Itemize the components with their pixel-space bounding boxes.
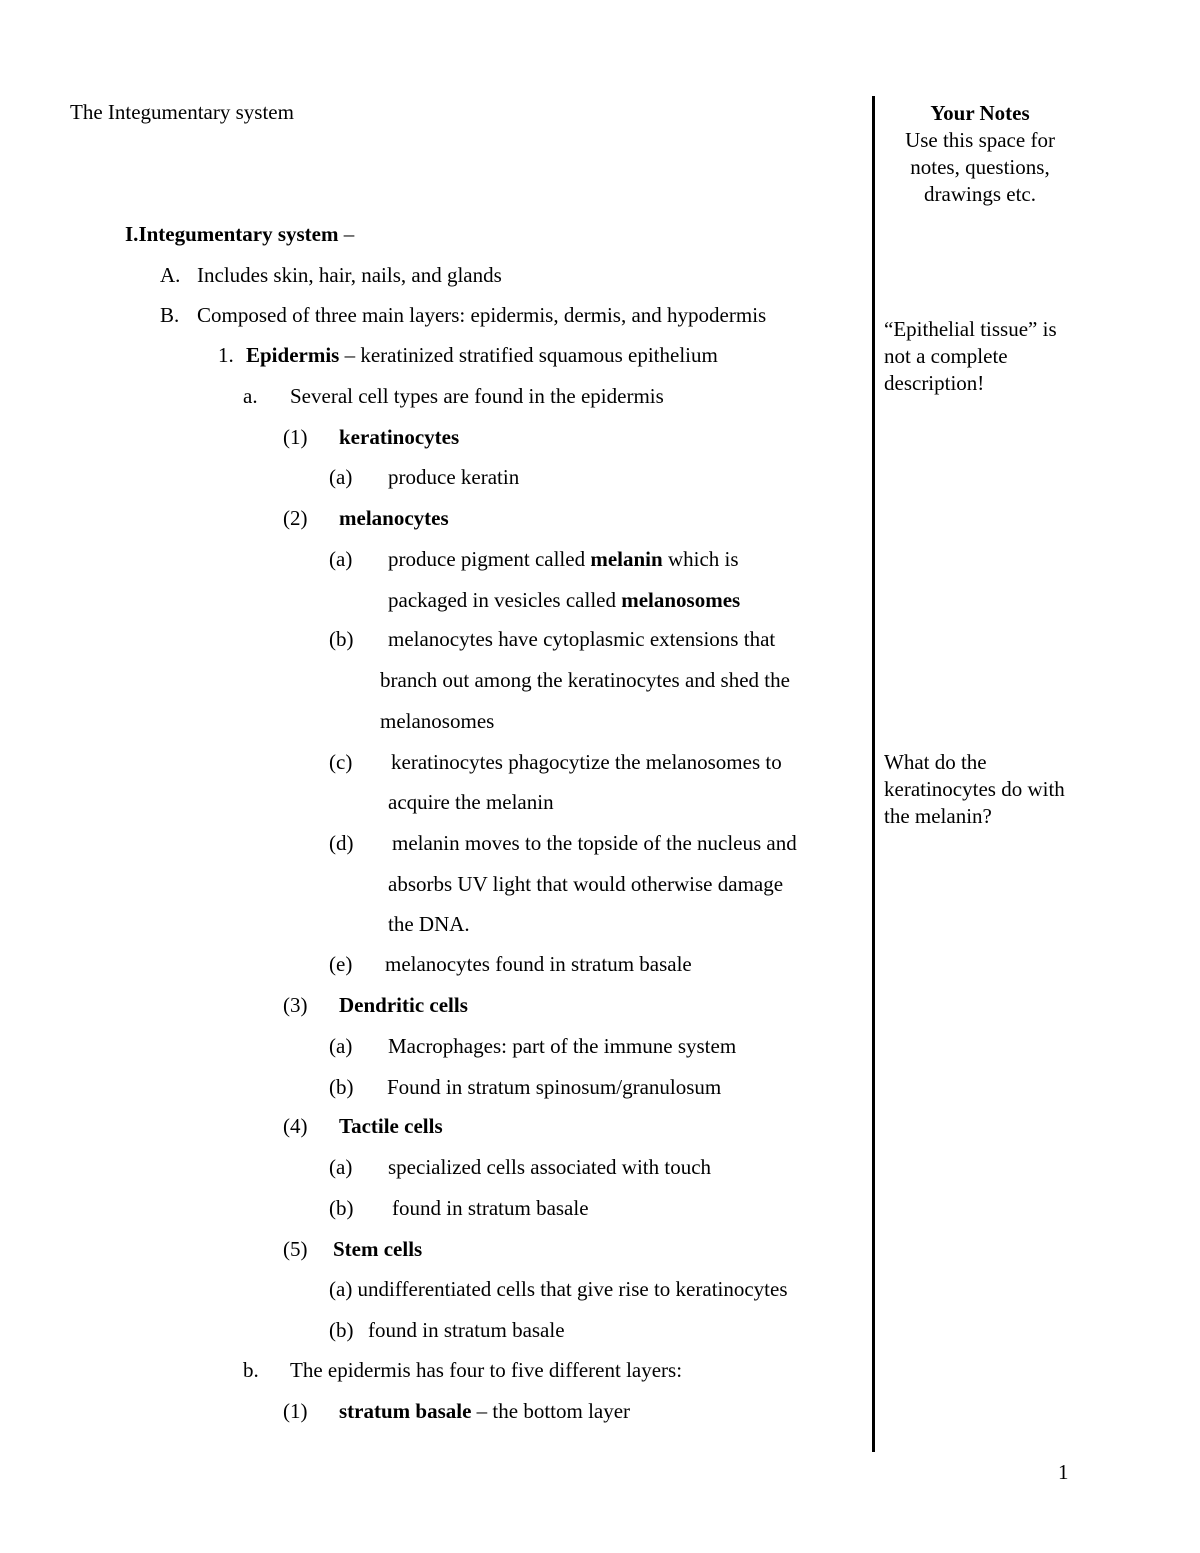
outline-text — [388, 588, 740, 613]
outline-marker: (2) — [283, 506, 308, 530]
outline-text: Includes skin, hair, nails, and glands — [197, 263, 502, 287]
outline-marker: I. — [125, 222, 139, 246]
outline-marker: (1) — [283, 425, 308, 449]
outline-marker: (4) — [283, 1114, 308, 1138]
outline-marker: (1) — [283, 1399, 308, 1423]
outline-text: branch out among the keratinocytes and shed the — [380, 668, 790, 692]
outline-marker: (a) — [329, 1155, 353, 1179]
outline-text: The epidermis has four to five different layers: — [290, 1358, 683, 1382]
outline-term: Integumentary system — [138, 222, 339, 246]
outline-text: absorbs UV light that would otherwise damage — [388, 872, 784, 896]
outline-text: specialized cells associated with touch — [388, 1155, 712, 1179]
outline-marker: (b) — [329, 1075, 354, 1099]
outline-marker: B. — [160, 303, 180, 327]
notes-instructions-line: Use this space for — [905, 128, 1055, 152]
outline-term: melanin — [590, 547, 663, 571]
outline-marker: (b) — [329, 627, 354, 651]
outline-text: (a) undifferentiated cells that give rise to keratinocytes — [329, 1277, 788, 1301]
outline-marker: 1. — [218, 343, 234, 367]
outline-text-part: which is — [662, 547, 739, 571]
outline-text: – keratinized stratified squamous epithelium — [339, 343, 718, 367]
outline-marker: b. — [243, 1358, 259, 1382]
outline-marker: (b) — [329, 1318, 354, 1342]
notes-instructions-line: drawings etc. — [924, 182, 1036, 206]
outline-text: melanosomes — [380, 709, 495, 733]
outline-marker: A. — [160, 263, 181, 287]
outline-term: stratum basale — [339, 1399, 472, 1423]
outline-text: found in stratum basale — [368, 1318, 565, 1342]
outline-text: Composed of three main layers: epidermis, dermis, and hypodermis — [197, 303, 767, 327]
outline-marker: (a) — [329, 465, 353, 489]
outline-term: keratinocytes — [339, 425, 460, 449]
outline-marker: (e) — [329, 952, 353, 976]
outline-text: Found in stratum spinosum/granulosum — [387, 1075, 722, 1099]
outline-text: found in stratum basale — [392, 1196, 589, 1220]
outline-term: Tactile cells — [339, 1114, 443, 1138]
notes-divider — [872, 96, 875, 1452]
outline-dash: – — [338, 222, 355, 246]
outline-term: Dendritic cells — [339, 993, 468, 1017]
outline-marker: (3) — [283, 993, 308, 1017]
outline-marker: (5) — [283, 1237, 308, 1261]
page-number: 1 — [1058, 1460, 1069, 1484]
outline-marker: (a) — [329, 547, 353, 571]
outline-marker: a. — [243, 384, 258, 408]
outline-marker: (b) — [329, 1196, 354, 1220]
outline-text: Several cell types are found in the epidermis — [290, 384, 664, 408]
outline-text-part: packaged in vesicles called — [388, 588, 622, 612]
outline-text: Macrophages: part of the immune system — [388, 1034, 737, 1058]
outline-text: melanocytes have cytoplasmic extensions that — [388, 627, 776, 651]
outline-text: melanin moves to the topside of the nucleus and — [392, 831, 797, 855]
outline-term: Stem cells — [333, 1237, 423, 1261]
side-note: “Epithelial tissue” is not a complete description! — [884, 317, 1057, 395]
side-note: What do the keratinocytes do with the melanin? — [884, 750, 1065, 828]
outline-marker: (a) — [329, 1034, 353, 1058]
outline-text-part: produce pigment called — [388, 547, 591, 571]
outline-text: – the bottom layer — [471, 1399, 631, 1423]
outline-text: acquire the melanin — [388, 790, 554, 814]
notes-instructions-line: notes, questions, — [910, 155, 1050, 179]
outline-text: produce keratin — [388, 465, 520, 489]
outline-text: the DNA. — [388, 912, 470, 936]
outline-text: melanocytes found in stratum basale — [385, 952, 692, 976]
outline-text: keratinocytes phagocytize the melanosomes to — [391, 750, 782, 774]
outline-term: melanosomes — [621, 588, 741, 612]
outline-item-epidermis — [246, 343, 718, 368]
outline-item-stratum-basale — [339, 1399, 630, 1424]
outline-term: Epidermis — [246, 343, 340, 367]
outline-marker: (d) — [329, 831, 354, 855]
outline-marker: (c) — [329, 750, 353, 774]
document-title: The Integumentary system — [70, 100, 294, 124]
outline-text — [388, 547, 739, 572]
notes-title: Your Notes — [930, 101, 1030, 125]
outline-term: melanocytes — [339, 506, 449, 530]
notes-header — [880, 100, 1080, 208]
outline-item-I — [125, 222, 354, 247]
